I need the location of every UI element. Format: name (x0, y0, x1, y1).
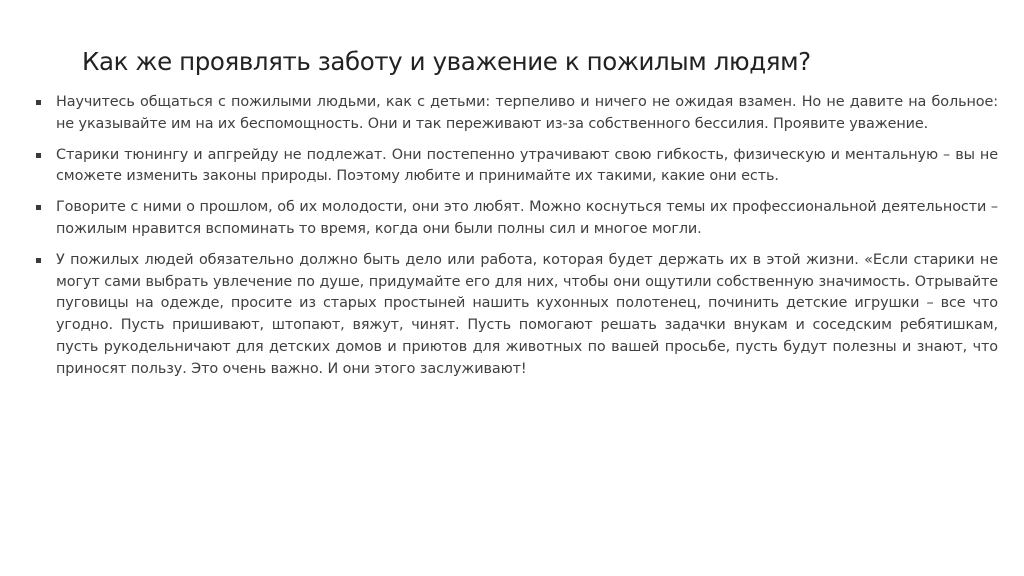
bullet-item (36, 145, 998, 189)
square-bullet-icon (36, 205, 41, 210)
bullet-text: Старики тюнингу и апгрейду не подлежат. Они постепенно утрачивают свою гибкость, физическую и ментальную – вы не сможете изменить законы природы. Поэтому любите и принимайте их такими, какие они есть. (56, 146, 998, 185)
slide-title: Как же проявлять заботу и уважение к пожилым людям? (82, 47, 811, 76)
bullet-text: Научитесь общаться с пожилыми людьми, как с детьми: терпеливо и ничего не ожидая взамен. Но не давите на больное: не указывайте им на их беспомощность. Они и так переживают из-за собственного бессилия. Проявите уважение. (56, 94, 998, 132)
bullet-item (36, 92, 998, 136)
bullet-text: Говорите с ними о прошлом, об их молодости, они это любят. Можно коснуться темы их профессиональной деятельности – пожилым нравится вспоминать то время, когда они были полны сил и многое могли. (56, 199, 998, 237)
square-bullet-icon (36, 258, 41, 263)
square-bullet-icon (36, 153, 41, 158)
bullet-text: У пожилых людей обязательно должно быть дело или работа, которая будет держать их в этой жизни. «Если старики не могут сами выбрать увлечение по душе, придумайте его для них, чтобы они ощутили собственную значимость. Отрывайте пуговицы на одежде, просите из старых простыней нашить кухонных полотенец, починить детские игрушки – все что угодно. Пусть пришивают, штопают, вяжут, чинят. Пусть помогают решать задачки внукам и соседским ребятишкам, пусть рукодельничают для детских домов и приютов для животных по вашей просьбе, пусть будут полезны и знают, что приносят пользу. Это очень важно. И они этого заслуживают! (56, 251, 998, 377)
bullet-item (36, 250, 998, 381)
bullet-list (36, 92, 998, 390)
square-bullet-icon (36, 100, 41, 105)
bullet-item (36, 197, 998, 241)
